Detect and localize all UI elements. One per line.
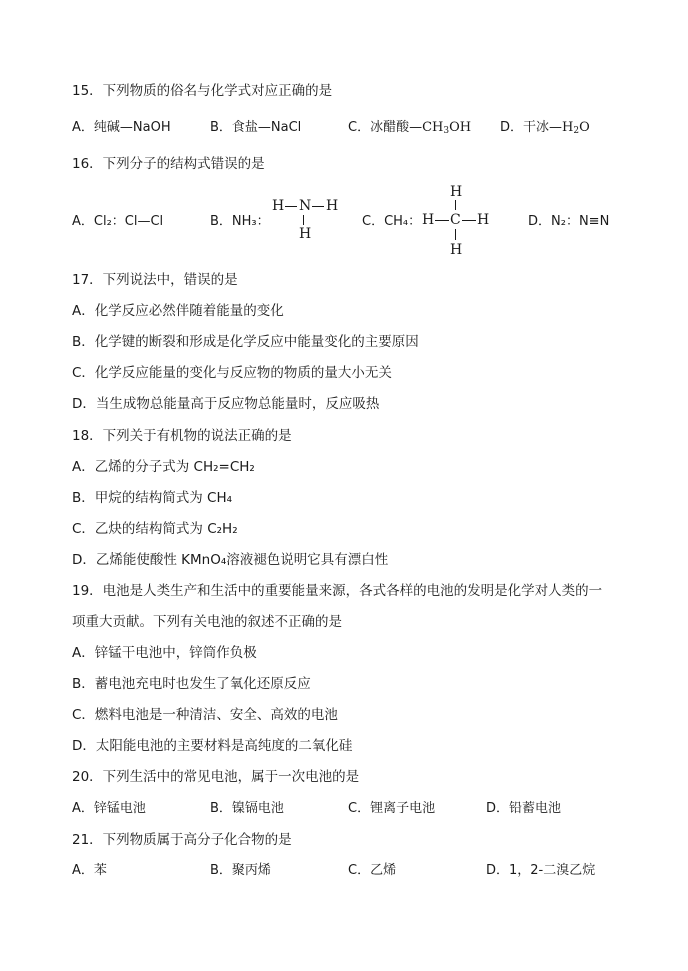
atom-h: H [272, 198, 285, 214]
q19-stem-line-1: 19．电池是人类生产和生活中的重要能量来源，各式各样的电池的发明是化学对人类的一 [72, 583, 603, 599]
q17-option-d: D．当生成物总能量高于反应物总能量时，反应吸热 [72, 396, 380, 412]
q20-option-d: D．铅蓄电池 [486, 801, 562, 816]
q18-option-b: B．甲烷的结构简式为 CH₄ [72, 490, 233, 506]
q16-option-d: D．N₂：N≡N [528, 214, 610, 229]
bond-line [455, 200, 456, 210]
bond-line [303, 215, 304, 225]
q19-option-b: B．蓄电池充电时也发生了氧化还原反应 [72, 676, 311, 692]
q16-stem: 16．下列分子的结构式错误的是 [72, 156, 265, 172]
q17-option-c: C．化学反应能量的变化与反应物的物质的量大小无关 [72, 365, 392, 381]
q17-stem: 17．下列说法中，错误的是 [72, 272, 238, 288]
q18-stem: 18．下列关于有机物的说法正确的是 [72, 428, 292, 444]
atom-h: H [422, 212, 435, 228]
q18-option-c: C．乙炔的结构简式为 C₂H₂ [72, 521, 238, 537]
q20-stem: 20．下列生活中的常见电池，属于一次电池的是 [72, 769, 360, 785]
q16-option-c: C．CH₄： [362, 214, 422, 229]
atom-h: H [450, 242, 463, 258]
atom-h: H [477, 212, 490, 228]
q21-option-b: B．聚丙烯 [210, 863, 271, 878]
q21-option-c: C．乙烯 [348, 863, 397, 878]
q20-option-b: B．镍镉电池 [210, 801, 284, 816]
q21-stem: 21．下列物质属于高分子化合物的是 [72, 832, 292, 848]
bond-line [462, 220, 476, 221]
q21-option-a: A．苯 [72, 863, 107, 878]
q17-option-a: A．化学反应必然伴随着能量的变化 [72, 303, 284, 319]
q17-option-b: B．化学键的断裂和形成是化学反应中能量变化的主要原因 [72, 334, 419, 350]
atom-h: H [450, 184, 463, 200]
bond-line [312, 206, 324, 207]
q15-option-d [500, 118, 590, 138]
q18-option-d: D．乙烯能使酸性 KMnO₄溶液褪色说明它具有漂白性 [72, 552, 389, 568]
bond-line [285, 206, 297, 207]
atom-h: H [299, 226, 312, 242]
q15-option-d-formula: $H_2O$ [562, 120, 590, 136]
q19-option-c: C．燃料电池是一种清洁、安全、高效的电池 [72, 707, 338, 723]
q20-option-a: A．锌锰电池 [72, 801, 146, 816]
q15-option-c-formula: $CH_3OH$ [422, 120, 472, 136]
atom-c: C [450, 212, 461, 228]
q20-option-c: C．锂离子电池 [348, 801, 436, 816]
q15-stem: 15．下列物质的俗名与化学式对应正确的是 [72, 83, 333, 99]
nh3-structural-formula [272, 198, 342, 248]
q15-option-c [348, 118, 471, 138]
q16-option-b: B．NH₃： [210, 214, 270, 229]
q19-option-a: A．锌锰干电池中，锌筒作负极 [72, 645, 257, 661]
q16-option-a: A．Cl₂：Cl—Cl [72, 214, 164, 229]
atom-h: H [326, 198, 339, 214]
q15-option-d-label: D．干冰— [500, 120, 563, 135]
q18-option-a: A．乙烯的分子式为 CH₂=CH₂ [72, 459, 255, 475]
ch4-structural-formula [422, 184, 492, 258]
q15-option-c-label: C．冰醋酸— [348, 120, 423, 135]
q15-option-a: A．纯碱—NaOH [72, 120, 171, 135]
q15-option-b: B．食盐—NaCl [210, 120, 302, 135]
bond-line [455, 229, 456, 240]
q21-option-d: D．1，2-二溴乙烷 [486, 863, 596, 878]
q19-stem-line-2: 项重大贡献。下列有关电池的叙述不正确的是 [72, 614, 342, 630]
bond-line [435, 220, 449, 221]
q19-option-d: D．太阳能电池的主要材料是高纯度的二氧化硅 [72, 738, 353, 754]
atom-n: N [299, 198, 312, 214]
